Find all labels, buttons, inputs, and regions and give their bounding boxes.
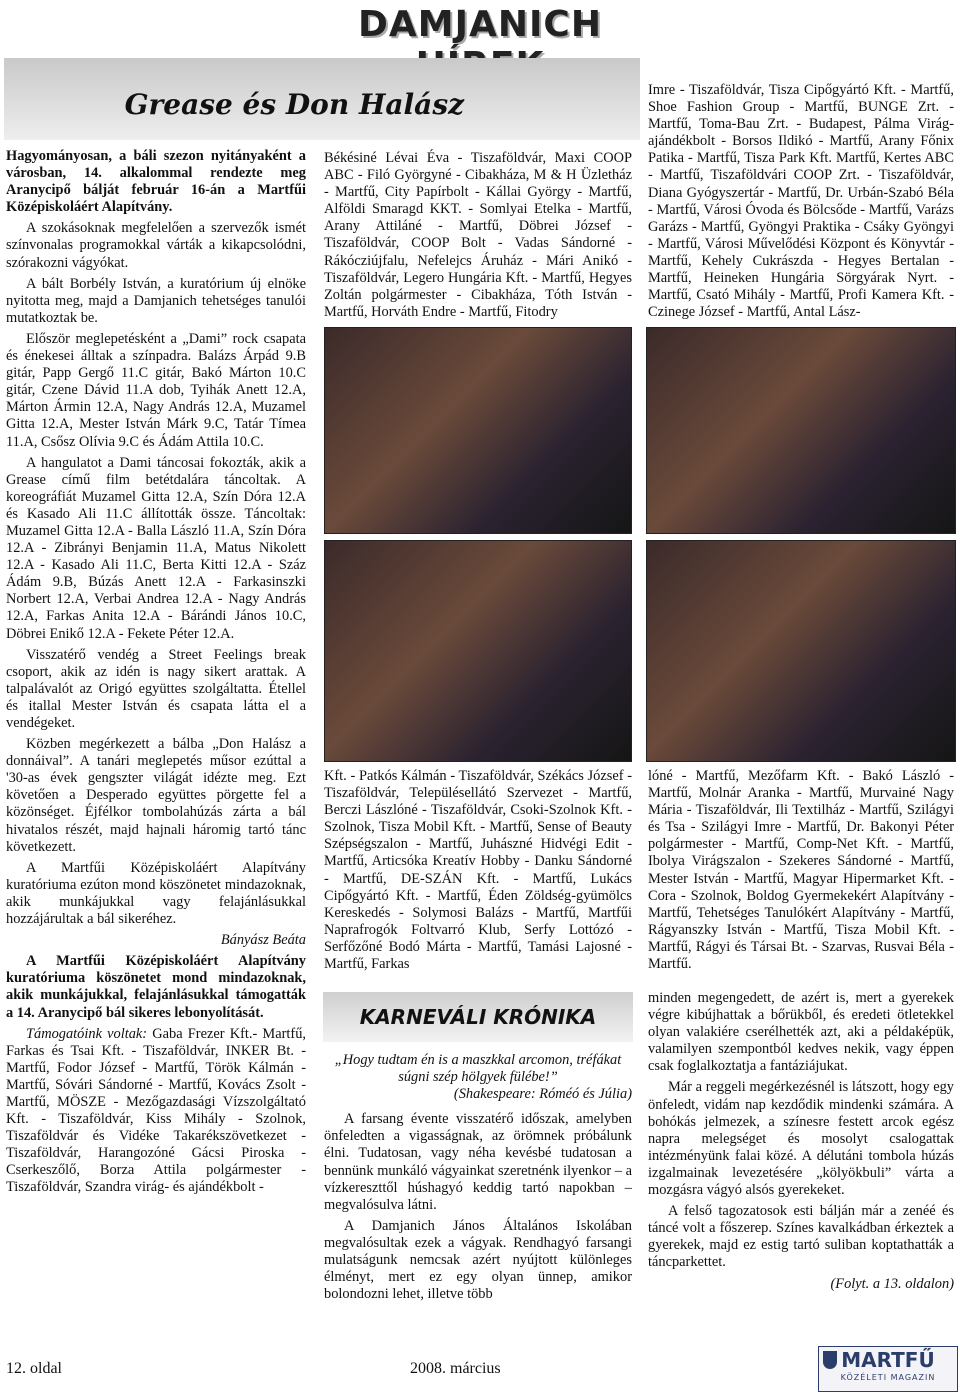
article-lead: Hagyományosan, a báli szezon nyitányaként a városban, 14. alkalommal rendezte meg Aranycipő bálját február 16-án a Martfűi Középiskoláért Alapítvány.	[6, 148, 306, 216]
article-title: Grease és Don Halász	[124, 88, 464, 121]
continued-note: (Folyt. a 13. oldalon)	[830, 1275, 954, 1292]
photo-singer	[324, 327, 632, 534]
paragraph: A szokásoknak megfelelően a szervezők ismét színvonalas programokkal várták a kikapcsolódni, szórakozni vágyókat.	[6, 220, 306, 271]
column-1	[6, 148, 306, 1340]
paragraph: A hangulatot a Dami táncosai fokozták, akik a Grease című film betétdalára táncoltak. A koreográfiát Muzamel Gitta 12.A, Szín Dóra 12.A és Kasado Ali 11.C állították össze. Táncoltak: Muzamel Gitta 12.A - Balla László 11.A, Szín Dóra 12.A - Zibrányi Benjamin 11.A, Matus Nikolett 12.A - Kasado Ali 11.C, Berta Kitti 12.A - Száz Ádám 9.B, Búzás Anett 12.A - Farkasinszki Norbert 12.A, Verbai Andrea 12.A - Nagy András 12.A, Farkas Anita 12.A - Bárándi János 10.C, Döbrei Enikő 12.A - Fekete Péter 12.A.	[6, 454, 306, 642]
paragraph: minden megengedett, de azért is, mert a gyerekek végre kibújhattak a bőrükből, és eredeti ötletekkel olyan valakiére cserélhették azt, aki a példaképük, valamilyen szempontból kedves nekik, vagy éppen csak foglalkoztatja a fantáziájukat.	[648, 990, 954, 1075]
paragraph: A felső tagozatosok esti bálján már a zenéé és táncé volt a főszerep. Színes kavalkádban érkeztek a gyerekek, majd ez estig tartó suliban koptathatták a táncparkettet.	[648, 1203, 954, 1271]
thanks-paragraph: A Martfűi Középiskoláért Alapítvány kuratóriuma köszönetet mond mindazoknak, akik munkájukkal, felajánlásukkal támogatták a 14. Aranycipő bál sikeres lebonyolítását.	[6, 953, 306, 1021]
logo-subtitle: KÖZÉLETI MAGAZIN	[840, 1373, 936, 1382]
supporters-text: Gaba Frezer Kft.- Martfű, Farkas és Tsai Kft. - Tiszaföldvár, INKER Bt. - Martfű, Fodor József - Martfű, Török Kálmán - Martfű, Sóvári Sándorné - Martfű, Kovács Zsolt - Martfű, MÖSZE - Mezőgazdasági Vízszolgáltató Kft. - Tiszaföldvár, Kiss Mihály - Szolnok, Tiszaföldvár és Vidéke Takarékszövetkezet - Tiszaföldvár, Harangozóné Gácsi Piroska - Cserkeszőlő, Borza Attila polgármester - Tiszaföldvár, Szandra virág- és ajándékbolt -	[6, 1025, 306, 1196]
paragraph: Közben megérkezett a bálba „Don Halász a donnáival”. A tanári meglepetés műsor ezúttal a '30-as évek gengszter világát idézte meg. Ezt követően a Desperado együttes pörgette fel a közönséget. Éjfélkor tombolahúzás zárta a bál hivatalos részét, majd hajnali háromig tartó tánc következett.	[6, 736, 306, 855]
supporters-text: Kft. - Patkós Kálmán - Tiszaföldvár, Székács József - Tiszaföldvár, Településellátó Szervezet - Martfű, Berczi Lászlóné - Tiszaföldvár, Csoki-Szolnok Kft. - Szolnok, Tisza Mobil Kft. - Martfű, Sense of Beauty Szépségszalon - Martfű, Juhászné Hidvégi Edit - Martfű, Articsóka Kreatív Hobby - Danku Sándorné - Martfű, DE-SZÁN Kft. - Martfű, Lukács Cipőgyártó Kft. - Martfű, Éden Zöldség-gyümölcs Kereskedés - Solymosi Balázs - Martfű, Martfűi Naprafrogók Foltvarró Klub, Serfy Lottózó - Serfőzőné Bodó Márta - Martfű, Tamási Lajosné - Martfű, Farkas	[324, 768, 632, 973]
epigraph-source: (Shakespeare: Róméó és Júlia)	[453, 1086, 632, 1103]
supporters-label: Támogatóink voltak:	[26, 1025, 148, 1042]
paragraph: A bált Borbély István, a kuratórium új elnöke nyitotta meg, majd a Damjanich tehetséges tanulói mutatkoztak be.	[6, 275, 306, 326]
epigraph-quote: „Hogy tudtam én is a maszkkal arcomon, tréfákat súgni szép hölgyek fülébe!”	[334, 1052, 622, 1086]
supporters-text: Békésiné Lévai Éva - Tiszaföldvár, Maxi COOP ABC - Filó Györgyné - Cibakháza, M & H Üzletház - Martfű, City Papírbolt - Kállai György - Martfű, Alföldi Smaragd KKT. - Somlyai Etelka - Martfű, Arany Attiláné - Martfű, Döbrei József - Tiszaföldvár, COOP Bolt - Vadas Sándorné - Rákócziújfalu, Nefelejcs Áruház - Mári Anikó - Tiszaföldvár, Legero Hungária Kft. - Martfű, Hegyes Zoltán polgármester - Cibakháza, Tóth István - Martfű, Horváth Endre - Martfű, Fitodry	[324, 150, 632, 320]
photo-dancers	[324, 540, 632, 762]
magazine-logo	[818, 1346, 958, 1392]
logo-title: MARTFŰ	[841, 1348, 935, 1372]
paragraph: A Damjanich János Általános Iskolában megvalósultak ezek a vágyak. Rendhagyó farsangi mulatságunk nemcsak azért nyújtott különleges élményt, mert ez egy olyan ünnep, amikor bolondozni lehet, illetve több	[324, 1217, 632, 1303]
supporters-text: Imre - Tiszaföldvár, Tisza Cipőgyártó Kft. - Martfű, Shoe Fashion Group - Martfű, BUNGE Zrt. - Martfű, Toma-Bau Zrt. - Budapest, Pálma Virág- ajándékbolt - Borsos Ildikó - Martfű, Arany Főnix Patika - Martfű, Tisza Park Kft. Martfű, Kertes ABC - Martfű, Tiszaföldvári COOP Zrt. - Tiszaföldvár, Diana Gyógyszertár - Martfű, Dr. Urbán-Szabó Béla - Martfű, Városi Óvoda és Bölcsőde - Martfű, Varázs Garázs - Martfű, Gyöngyi Praktika - Csáky Gyöngyi - Martfű, Városi Művelődési Központ és Könyvtár - Martfű, Kehely Cukrászda - Hegyes Bertalan -Martfű, Heineken Hungária Sörgyárak Nyrt. - Martfű, Csató Mihály - Martfű, Profi Kamera Kft. - Czinege József - Martfű, Antal Lász-	[648, 82, 954, 321]
photo-cake	[646, 540, 956, 762]
supporters-text: lóné - Martfű, Mezőfarm Kft. - Bakó László - Martfű, Molnár Aranka - Martfű, Murvainé Nagy Mária - Tiszaföldvár, Ili Textilház - Martfű, Szilágyi és Tsa - Szilágyi Imre - Martfű, Dr. Bakonyi Péter polgármester - Martfű, Comp-Net Kft. - Martfű, Ibolya Virágszalon - Szekeres Sándorné - Martfű, Mester István - Martfű, Magyar Hipermarket Kft. - Cora - Szolnok, Boldog Gyermekekért Alapítvány - Martfű, Tehetséges Tanulókért Alapítvány - Martfű, Rágyanszky István - Martfű, Tisza Mobil Kft. - Martfű, Rágyi és Társai Bt. - Szarvas, Rusvai Béla - Martfű.	[648, 768, 954, 973]
column-3-top	[648, 82, 954, 325]
article-title-band	[4, 58, 640, 140]
photo-teachers-gangsters	[646, 327, 956, 534]
column-3-bottom	[648, 768, 954, 977]
paragraph: Már a reggeli megérkezésnél is látszott, hogy egy önfeledt, vidám nap kezdődik mindenki számára. A bohókás jelmezek, a színesre festett arcok egész napra melegséget és mosolyt csalogattak intézményünk falai közé. A délutáni tombola húzás izgalmainak levezetésére „kölyökbuli” várta a mozgásra vágyó alsós gyerekeket.	[648, 1079, 954, 1199]
page-number: 12. oldal	[6, 1360, 62, 1377]
paragraph: A farsang évente visszatérő időszak, amelyben önfeledten a vigasságnak, az örömnek próbálunk élni. Tudatosan, vagy néha kevésbé tudatosan a bennünk munkáló vágyainkat szeretnénk ilyenkor – a vízkereszttől húshagyó keddig tartó napokban – megvalósulva látni.	[324, 1111, 632, 1213]
article2-column-2	[648, 990, 954, 1297]
paragraph: Először meglepetésként a „Dami” rock csapata és énekesei álltak a színpadra. Balázs Árpád 9.B gitár, Papp Gergő 11.C gitár, Bakó Márton 10.C gitár, Czene Dávid 11.A dob, Tyihák Anett 12.A, Márton Ármin 12.A, Nagy András 12.A, Muzamel Gitta 12.A, Mester István Márk 9.C, Tatár Tímea 11.A, Csősz Olívia 9.C és Ádám Attila 10.C.	[6, 330, 306, 450]
column-2-bottom	[324, 768, 632, 977]
article2-column-1	[324, 1052, 632, 1307]
paragraph: Visszatérő vendég a Street Feelings break csoport, akik az idén is nagy sikert arattak. A talpalávalót az Origó együttes szolgáltatta. Étellel és itallal Mester István és csapata látta el a vendégeket.	[6, 646, 306, 731]
masthead: DAMJANICH	[358, 4, 602, 45]
column-2-top	[324, 150, 632, 325]
issue-date: 2008. március	[410, 1360, 501, 1377]
supporters-paragraph	[6, 1026, 306, 1197]
martfu-crest-icon	[823, 1351, 837, 1369]
article2-title: KARNEVÁLI KRÓNIKA	[323, 992, 633, 1042]
author-signature: Bányász Beáta	[220, 932, 306, 949]
paragraph: A Martfűi Középiskoláért Alapítvány kuratóriuma ezúton mond köszönetet mindazoknak, akik munkájukkal vagy felajánlásukkal hozzájárultak a bál sikeréhez.	[6, 859, 306, 928]
